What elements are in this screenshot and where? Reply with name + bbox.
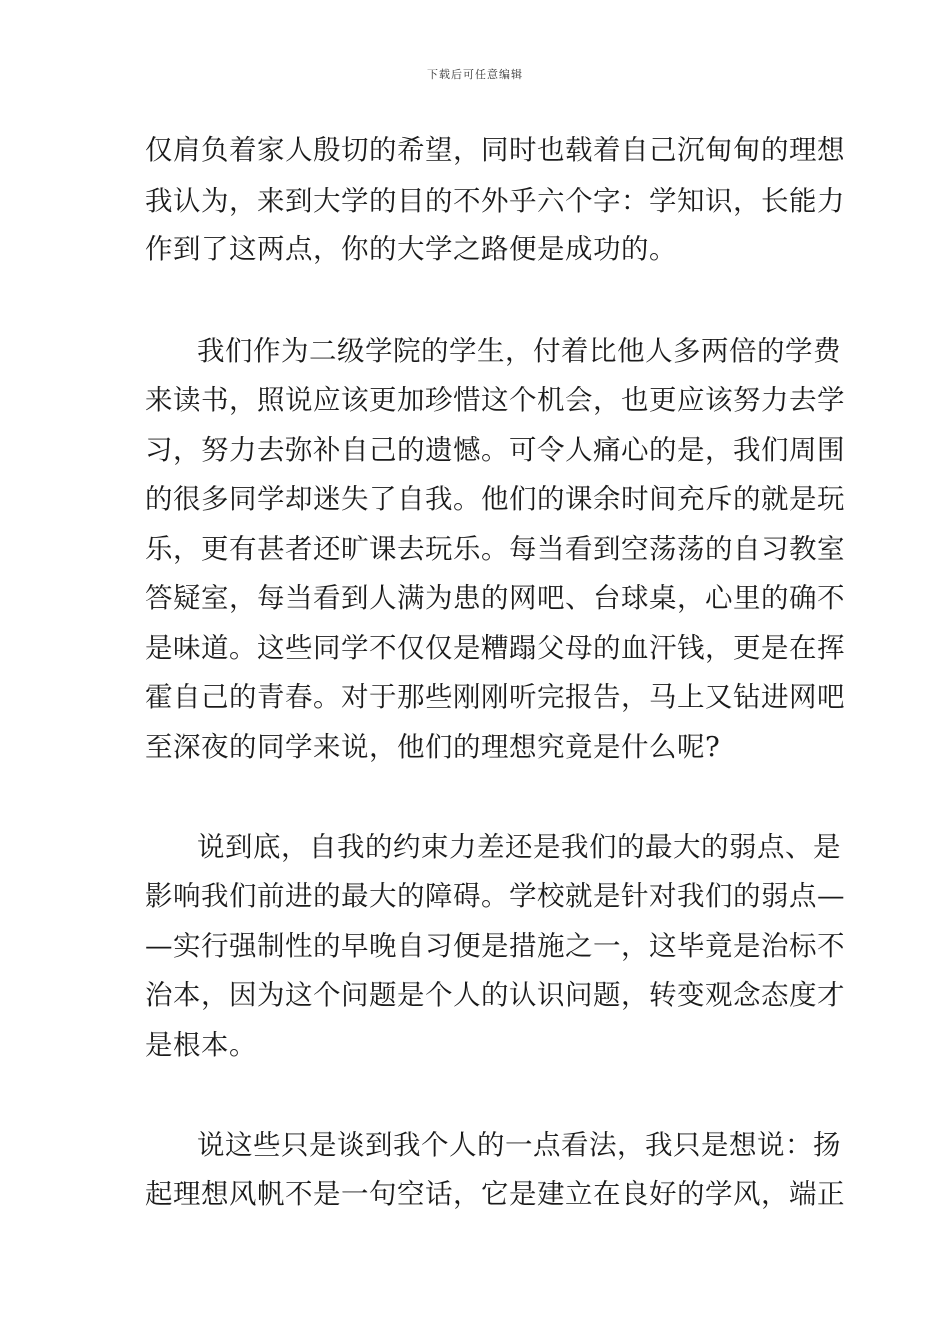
text-line: 霍自己的青春。对于那些刚刚听完报告，马上又钻进网吧 (145, 681, 845, 713)
text-line: 说到底，自我的约束力差还是我们的最大的弱点、是 (197, 831, 841, 863)
text-line: 说这些只是谈到我个人的一点看法，我只是想说：扬 (197, 1129, 841, 1161)
text-line: 的很多同学却迷失了自我。他们的课余时间充斥的就是玩 (145, 483, 845, 515)
header-note: 下载后可任意编辑 (427, 68, 523, 81)
text-line: 来读书，照说应该更加珍惜这个机会，也更应该努力去学 (145, 384, 845, 416)
text-line: 是味道。这些同学不仅仅是糟蹋父母的血汗钱，更是在挥 (145, 632, 845, 664)
text-line: 治本，因为这个问题是个人的认识问题，转变观念态度才 (145, 979, 845, 1011)
text-line: 我们作为二级学院的学生，付着比他人多两倍的学费 (197, 335, 841, 367)
text-line: 习，努力去弥补自己的遗憾。可令人痛心的是，我们周围 (145, 434, 845, 466)
text-line: 起理想风帆不是一句空话，它是建立在良好的学风，端正 (145, 1178, 845, 1210)
text-line: 影响我们前进的最大的障碍。学校就是针对我们的弱点— (145, 880, 845, 912)
text-line: 我认为，来到大学的目的不外乎六个字：学知识，长能力 (145, 185, 845, 217)
text-line: 仅肩负着家人殷切的希望，同时也载着自己沉甸甸的理想 (145, 134, 845, 166)
text-line: 作到了这两点，你的大学之路便是成功的。 (145, 233, 677, 265)
text-line: —实行强制性的早晚自习便是措施之一，这毕竟是治标不 (145, 930, 845, 962)
text-line: 答疑室，每当看到人满为患的网吧、台球桌，心里的确不 (145, 582, 845, 614)
text-line: 乐，更有甚者还旷课去玩乐。每当看到空荡荡的自习教室 (145, 533, 845, 565)
text-line: 是根本。 (145, 1029, 257, 1061)
text-line: 至深夜的同学来说，他们的理想究竟是什么呢? (145, 731, 721, 763)
